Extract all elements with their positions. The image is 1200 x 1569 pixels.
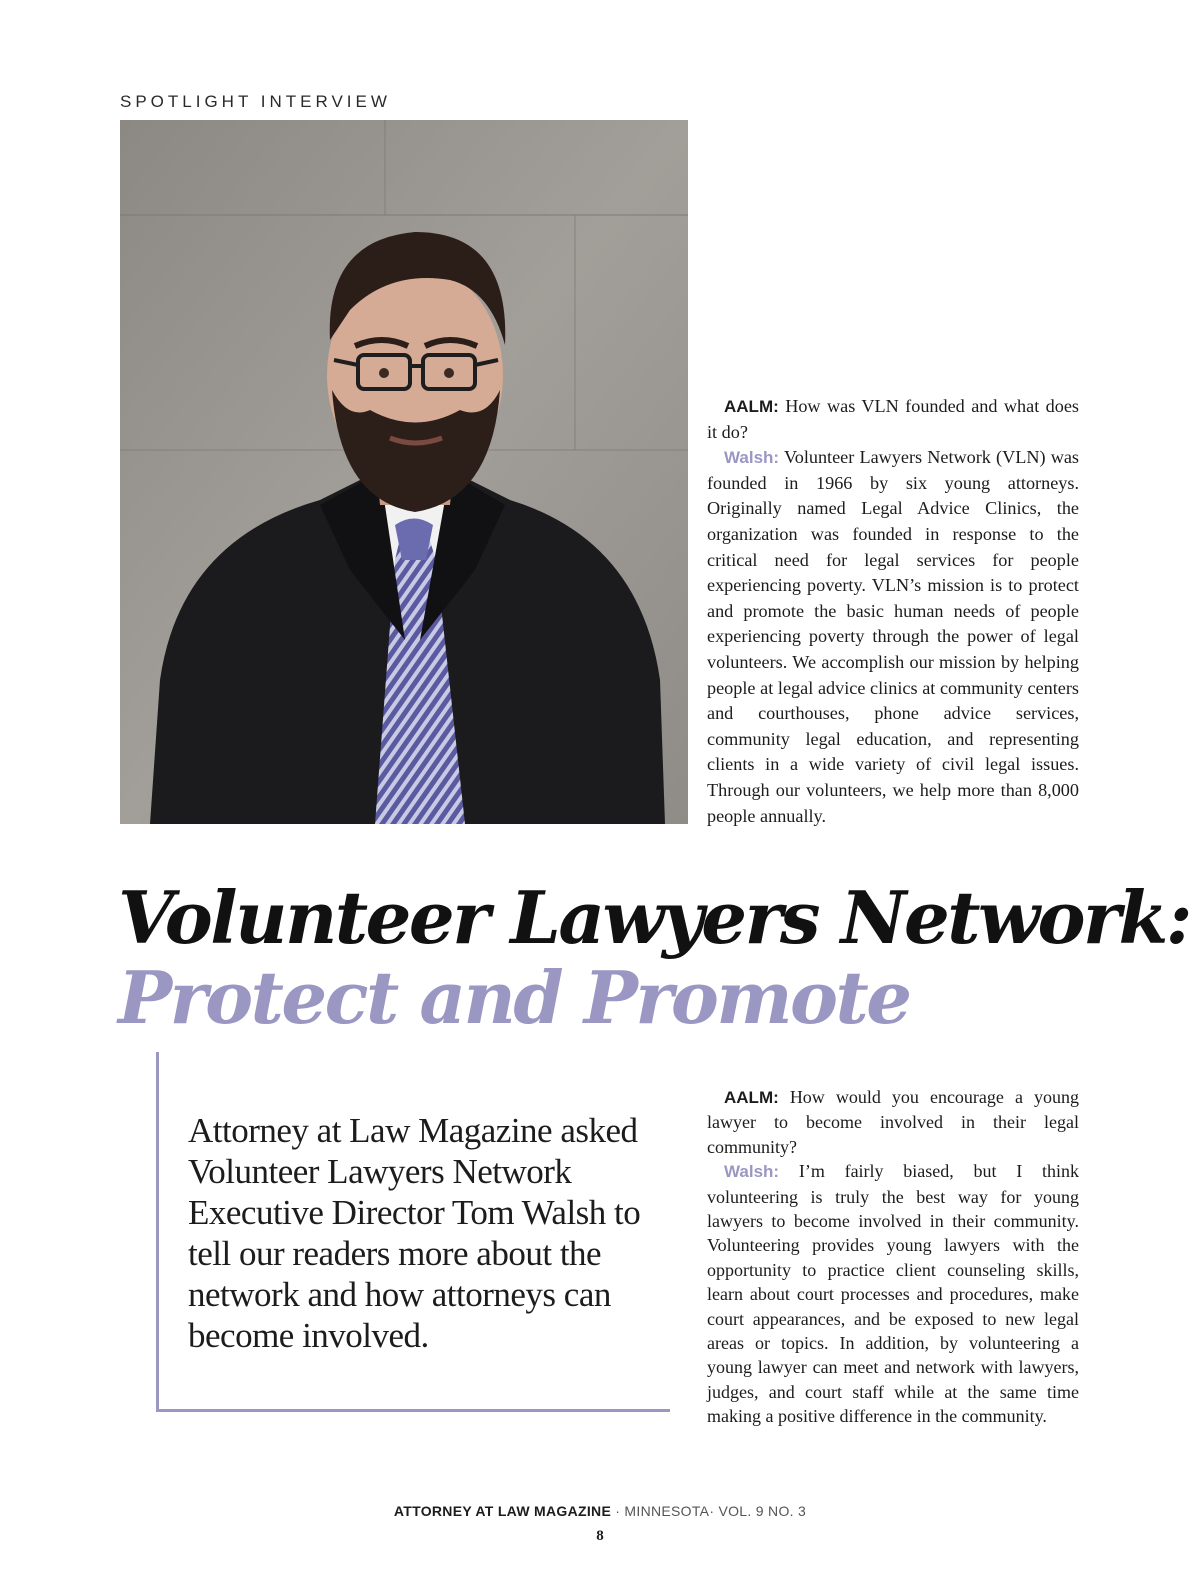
speaker-aalm: AALM: — [724, 1088, 779, 1107]
portrait-photo — [120, 120, 688, 824]
speaker-walsh: Walsh: — [724, 448, 780, 468]
magazine-name: ATTORNEY AT LAW MAGAZINE — [393, 1503, 612, 1519]
question — [707, 394, 1079, 445]
answer — [707, 445, 1079, 829]
interview-column-bottom — [707, 1085, 1079, 1429]
answer-text: I’m fairly biased, but I think volunteering is truly the best way for young lawyers to become involved in their community. Volunteering provides young lawyers with the opportunity to practice client counseling skills, learn about court processes and procedures, make court appearances, and be exposed to new legal areas or topics. In addition, by volunteering a young lawyer can meet and network with lawyers, judges, and court staff while at the same time making a positive difference in the community. — [707, 1161, 1080, 1427]
headline-line-1: Volunteer Lawyers Network: — [118, 875, 1190, 960]
article-headline — [118, 875, 1190, 1040]
answer-text: Volunteer Lawyers Network (VLN) was founded in 1966 by six young attorneys. Originally named Legal Advice Clinics, the organization was founded in response to the critical need for legal services for people experiencing poverty. VLN’s mission is to protect and promote the basic human needs of people experiencing poverty through the power of legal volunteers. We accomplish our mission by helping people at legal advice clinics at community centers and courthouses, phone advice services, community legal education, and representing clients in a wide variety of civil legal issues. Through our volunteers, we help more than 8,000 people annually. — [707, 447, 1079, 826]
question-text: How was VLN founded and what does it do? — [707, 396, 1080, 442]
speaker-walsh: Walsh: — [724, 1162, 780, 1182]
answer — [707, 1159, 1079, 1428]
pull-quote: Attorney at Law Magazine asked Volunteer Lawyers Network Executive Director Tom Walsh to tell our readers more about the network and how attorneys can become involved. — [188, 1111, 641, 1355]
section-label: SPOTLIGHT INTERVIEW — [120, 92, 391, 111]
page-number: 8 — [596, 1528, 604, 1544]
interview-column-top — [707, 394, 1079, 829]
headline-line-2: Protect and Promote — [118, 955, 910, 1040]
speaker-aalm: AALM: — [724, 397, 779, 416]
footer — [0, 1503, 1200, 1519]
question-text: How would you encourage a young lawyer to become involved in their legal community? — [707, 1087, 1079, 1157]
question — [707, 1085, 1079, 1159]
edition-info: · MINNESOTA· VOL. 9 NO. 3 — [611, 1503, 807, 1519]
